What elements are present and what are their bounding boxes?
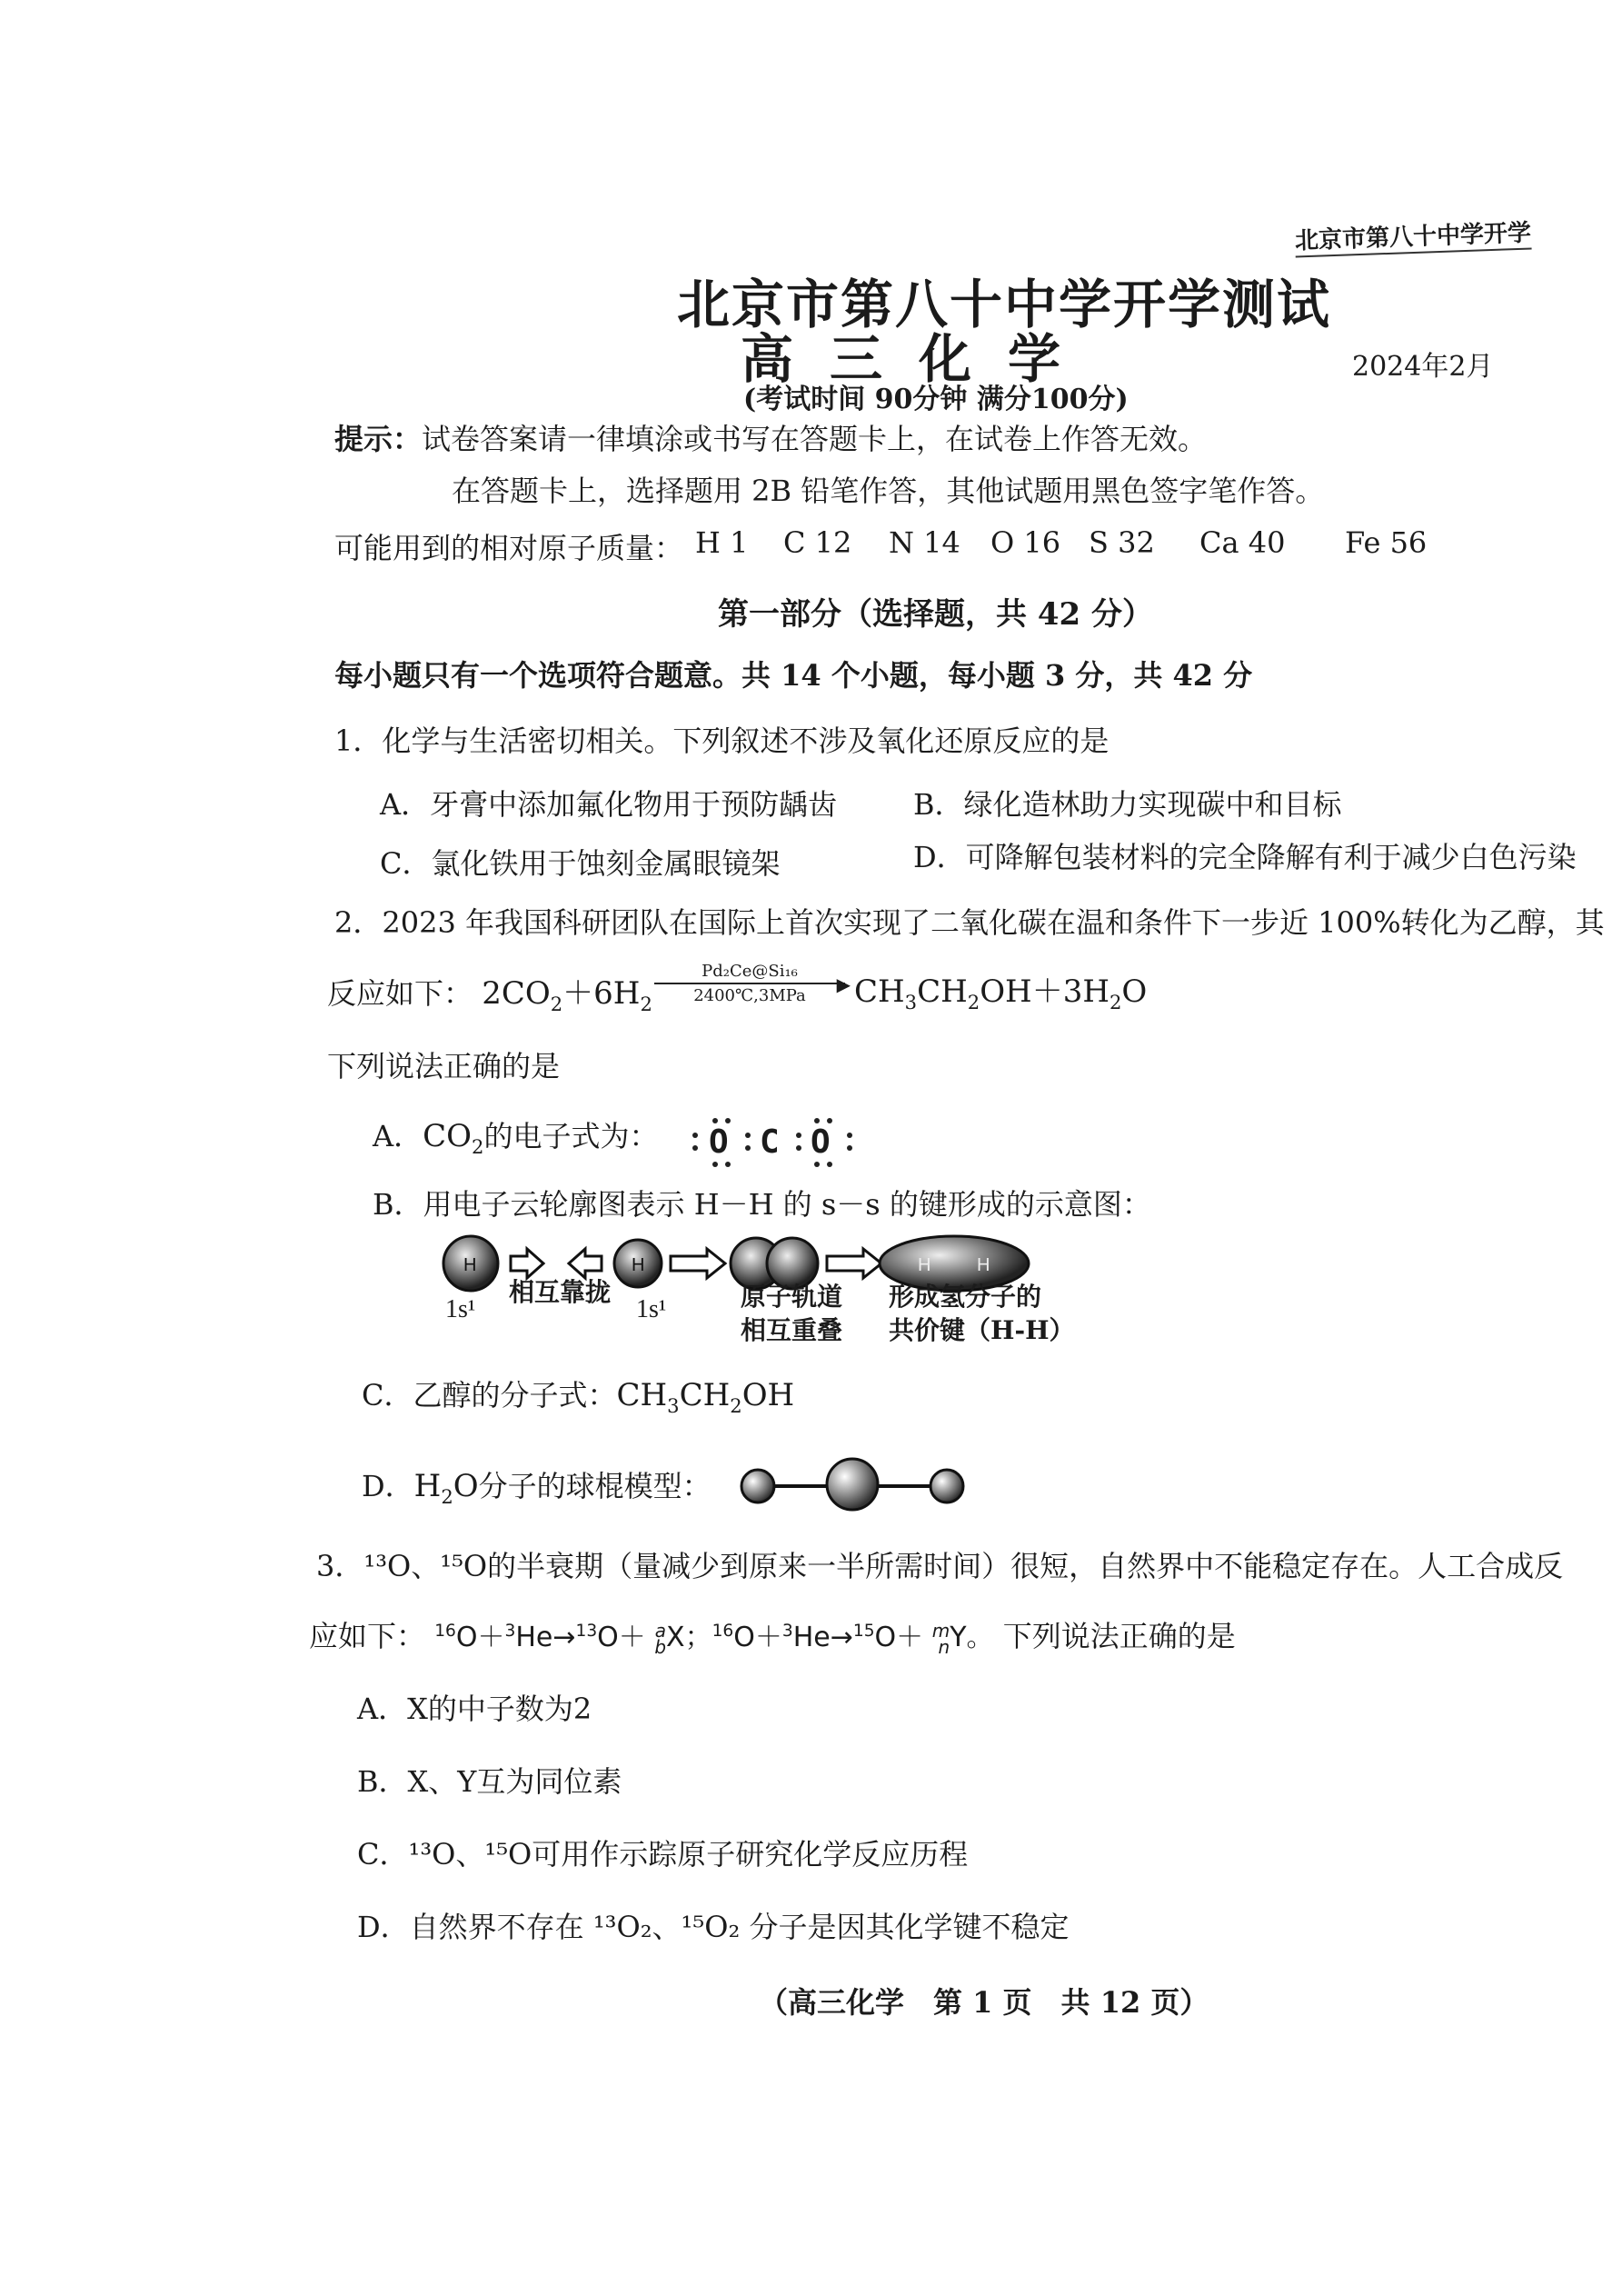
- q3-stem: 3．¹³O、¹⁵O的半衰期（量减少到原来一半所需时间）很短，自然界中不能稳定存在。人工合成反: [316, 1549, 1564, 1583]
- q2-option-a-text: 的电子式为：: [483, 1119, 659, 1153]
- caption-overlap-1: 原子轨道: [741, 1282, 843, 1312]
- electron-dot: [814, 1162, 820, 1167]
- electron-dot: [827, 1162, 832, 1167]
- section-1-title: 第一部分（选择题，共 42 分）: [718, 596, 1153, 633]
- water-formula: $H_2O$: [413, 1468, 479, 1508]
- exam-duration-info: (考试时间 90分钟 满分100分): [743, 384, 1129, 415]
- tip-text-1: 试卷答案请一律填涂或书写在答题卡上，在试卷上作答无效。: [422, 422, 1208, 456]
- caption-bond-2: 共价键（H-H）: [889, 1315, 1075, 1345]
- electron-dot: [692, 1145, 698, 1151]
- q2-option-a-label: A．: [373, 1119, 423, 1153]
- bond-arrow: [827, 1249, 881, 1278]
- h-ball-left: [741, 1470, 774, 1502]
- q2-ask: 下列说法正确的是: [327, 1049, 561, 1083]
- electron-dot: [814, 1118, 820, 1123]
- q2-option-d: [362, 1463, 711, 1508]
- page-footer: （高三化学 第 1 页 共 12 页）: [759, 1985, 1209, 2020]
- co2-formula: $CO_2$: [423, 1118, 484, 1158]
- atomic-mass-h: H 1: [695, 525, 749, 560]
- tip-line-2: 在答题卡上，选择题用 2B 铅笔作答，其他试题用黑色签字笔作答。: [452, 474, 1325, 508]
- q2-option-a: [373, 1113, 658, 1158]
- q2-reactants: $2CO_2+6H_2$: [482, 975, 652, 1015]
- caption-overlap-2: 相互重叠: [741, 1315, 843, 1345]
- atomic-mass-s: S 32: [1089, 525, 1155, 560]
- caption-approach: 相互靠拢: [509, 1277, 612, 1307]
- q1-option-b: B．绿化造林助力实现碳中和目标: [913, 787, 1342, 822]
- q1-option-c: C．氯化铁用于蚀刻金属眼镜架: [380, 846, 781, 881]
- electron-o-right: O: [811, 1123, 831, 1161]
- h-ball-right: [930, 1470, 963, 1502]
- electron-dot: [712, 1118, 718, 1123]
- overlap-arrow: [671, 1249, 725, 1278]
- electron-dot: [796, 1145, 801, 1151]
- caption-1s-right: 1s¹: [636, 1295, 667, 1323]
- q1-option-d: D．可降解包装材料的完全降解有利于减少白色污染: [913, 840, 1577, 874]
- q3-option-d: D．自然界不存在 ¹³O₂、¹⁵O₂ 分子是因其化学键不稳定: [357, 1910, 1070, 1944]
- atomic-mass-label: 可能用到的相对原子质量：: [334, 531, 684, 565]
- q3-option-b: B．X、Y互为同位素: [357, 1764, 622, 1799]
- electron-dot: [725, 1162, 731, 1167]
- atomic-mass-fe: Fe 56: [1345, 525, 1428, 560]
- section-1-instruction: 每小题只有一个选项符合题意。共 14 个小题，每小题 3 分，共 42 分: [334, 658, 1253, 693]
- q2-option-b: B．用电子云轮廓图表示 H－H 的 s－s 的键形成的示意图：: [373, 1187, 1151, 1222]
- o-ball: [827, 1459, 878, 1510]
- q2-option-c: [362, 1373, 794, 1417]
- electron-dot: [796, 1133, 801, 1138]
- electron-dot: [745, 1133, 751, 1138]
- q3-line-2: [309, 1613, 1236, 1658]
- svg-text:H: H: [463, 1255, 477, 1275]
- q1-stem: 1．化学与生活密切相关。下列叙述不涉及氧化还原反应的是: [334, 724, 1110, 758]
- q2-reaction-line: [327, 968, 652, 1015]
- q2-conditions: 2400℃,3MPa: [693, 986, 806, 1005]
- electron-c: C: [760, 1123, 780, 1161]
- svg-text:H: H: [918, 1255, 931, 1275]
- q2-option-c-label: C．乙醇的分子式：: [362, 1378, 617, 1413]
- caption-bond-1: 形成氢分子的: [889, 1282, 1042, 1312]
- q2-stem: 2．2023 年我国科研团队在国际上首次实现了二氧化碳在温和条件下一步近 100%转化为乙醇，其: [334, 905, 1605, 940]
- corner-header-label: 北京市第八十中学开学: [1294, 214, 1531, 257]
- q3-reaction-1: $^{16}$O＋$^3$He→$^{13}$O＋ a bX；$^{16}$O＋$^3$He→$^{15}$O＋ m nY。: [434, 1619, 994, 1658]
- q3-line2-prefix: 应如下：: [309, 1619, 426, 1653]
- electron-dot: [692, 1133, 698, 1138]
- q2-catalyst: Pd₂Ce@Si₁₆: [702, 962, 798, 981]
- q3-line2-suffix: 下列说法正确的是: [1002, 1619, 1236, 1653]
- tip-line-1: [334, 416, 1207, 458]
- q1-option-a: A．牙膏中添加氟化物用于预防龋齿: [380, 787, 838, 822]
- electron-dot: [712, 1162, 718, 1167]
- atomic-mass-ca: Ca 40: [1199, 525, 1286, 560]
- q2-products: $CH_3CH_2OH+3H_2O$: [854, 973, 1148, 1013]
- q2-option-d-label: D．: [362, 1469, 414, 1503]
- q2-reaction-arrow: [654, 962, 851, 1005]
- electron-dot: [827, 1118, 832, 1123]
- arrow-line: ▶: [654, 983, 845, 984]
- electron-dot: [847, 1133, 852, 1138]
- q3-option-a: A．X的中子数为2: [357, 1692, 592, 1726]
- atomic-mass-c: C 12: [783, 525, 852, 560]
- caption-1s-left: 1s¹: [445, 1295, 476, 1323]
- svg-text:H: H: [632, 1255, 645, 1275]
- atomic-mass-o: O 16: [990, 525, 1061, 560]
- q2-option-d-text: 分子的球棍模型：: [478, 1469, 711, 1503]
- atomic-mass-n: N 14: [889, 525, 960, 560]
- atomic-mass-line: [334, 525, 683, 567]
- subject-title: 高三化学: [741, 328, 1098, 390]
- svg-text:H: H: [977, 1255, 990, 1275]
- exam-date: 2024年2月: [1352, 351, 1494, 383]
- electron-dot: [745, 1145, 751, 1151]
- tip-label: 提示：: [334, 422, 423, 456]
- exam-title: 北京市第八十中学开学测试: [677, 274, 1332, 335]
- electron-dot: [725, 1118, 731, 1123]
- h2o-ball-stick-model: [734, 1454, 970, 1522]
- q2-reaction-prefix: 反应如下：: [327, 976, 473, 1011]
- co2-electron-formula: [689, 1120, 852, 1165]
- ethanol-formula: $CH_3CH_2OH$: [616, 1377, 795, 1417]
- q3-option-c: C．¹³O、¹⁵O可用作示踪原子研究化学反应历程: [357, 1837, 969, 1872]
- electron-o-left: O: [709, 1123, 729, 1161]
- electron-dot: [847, 1145, 852, 1151]
